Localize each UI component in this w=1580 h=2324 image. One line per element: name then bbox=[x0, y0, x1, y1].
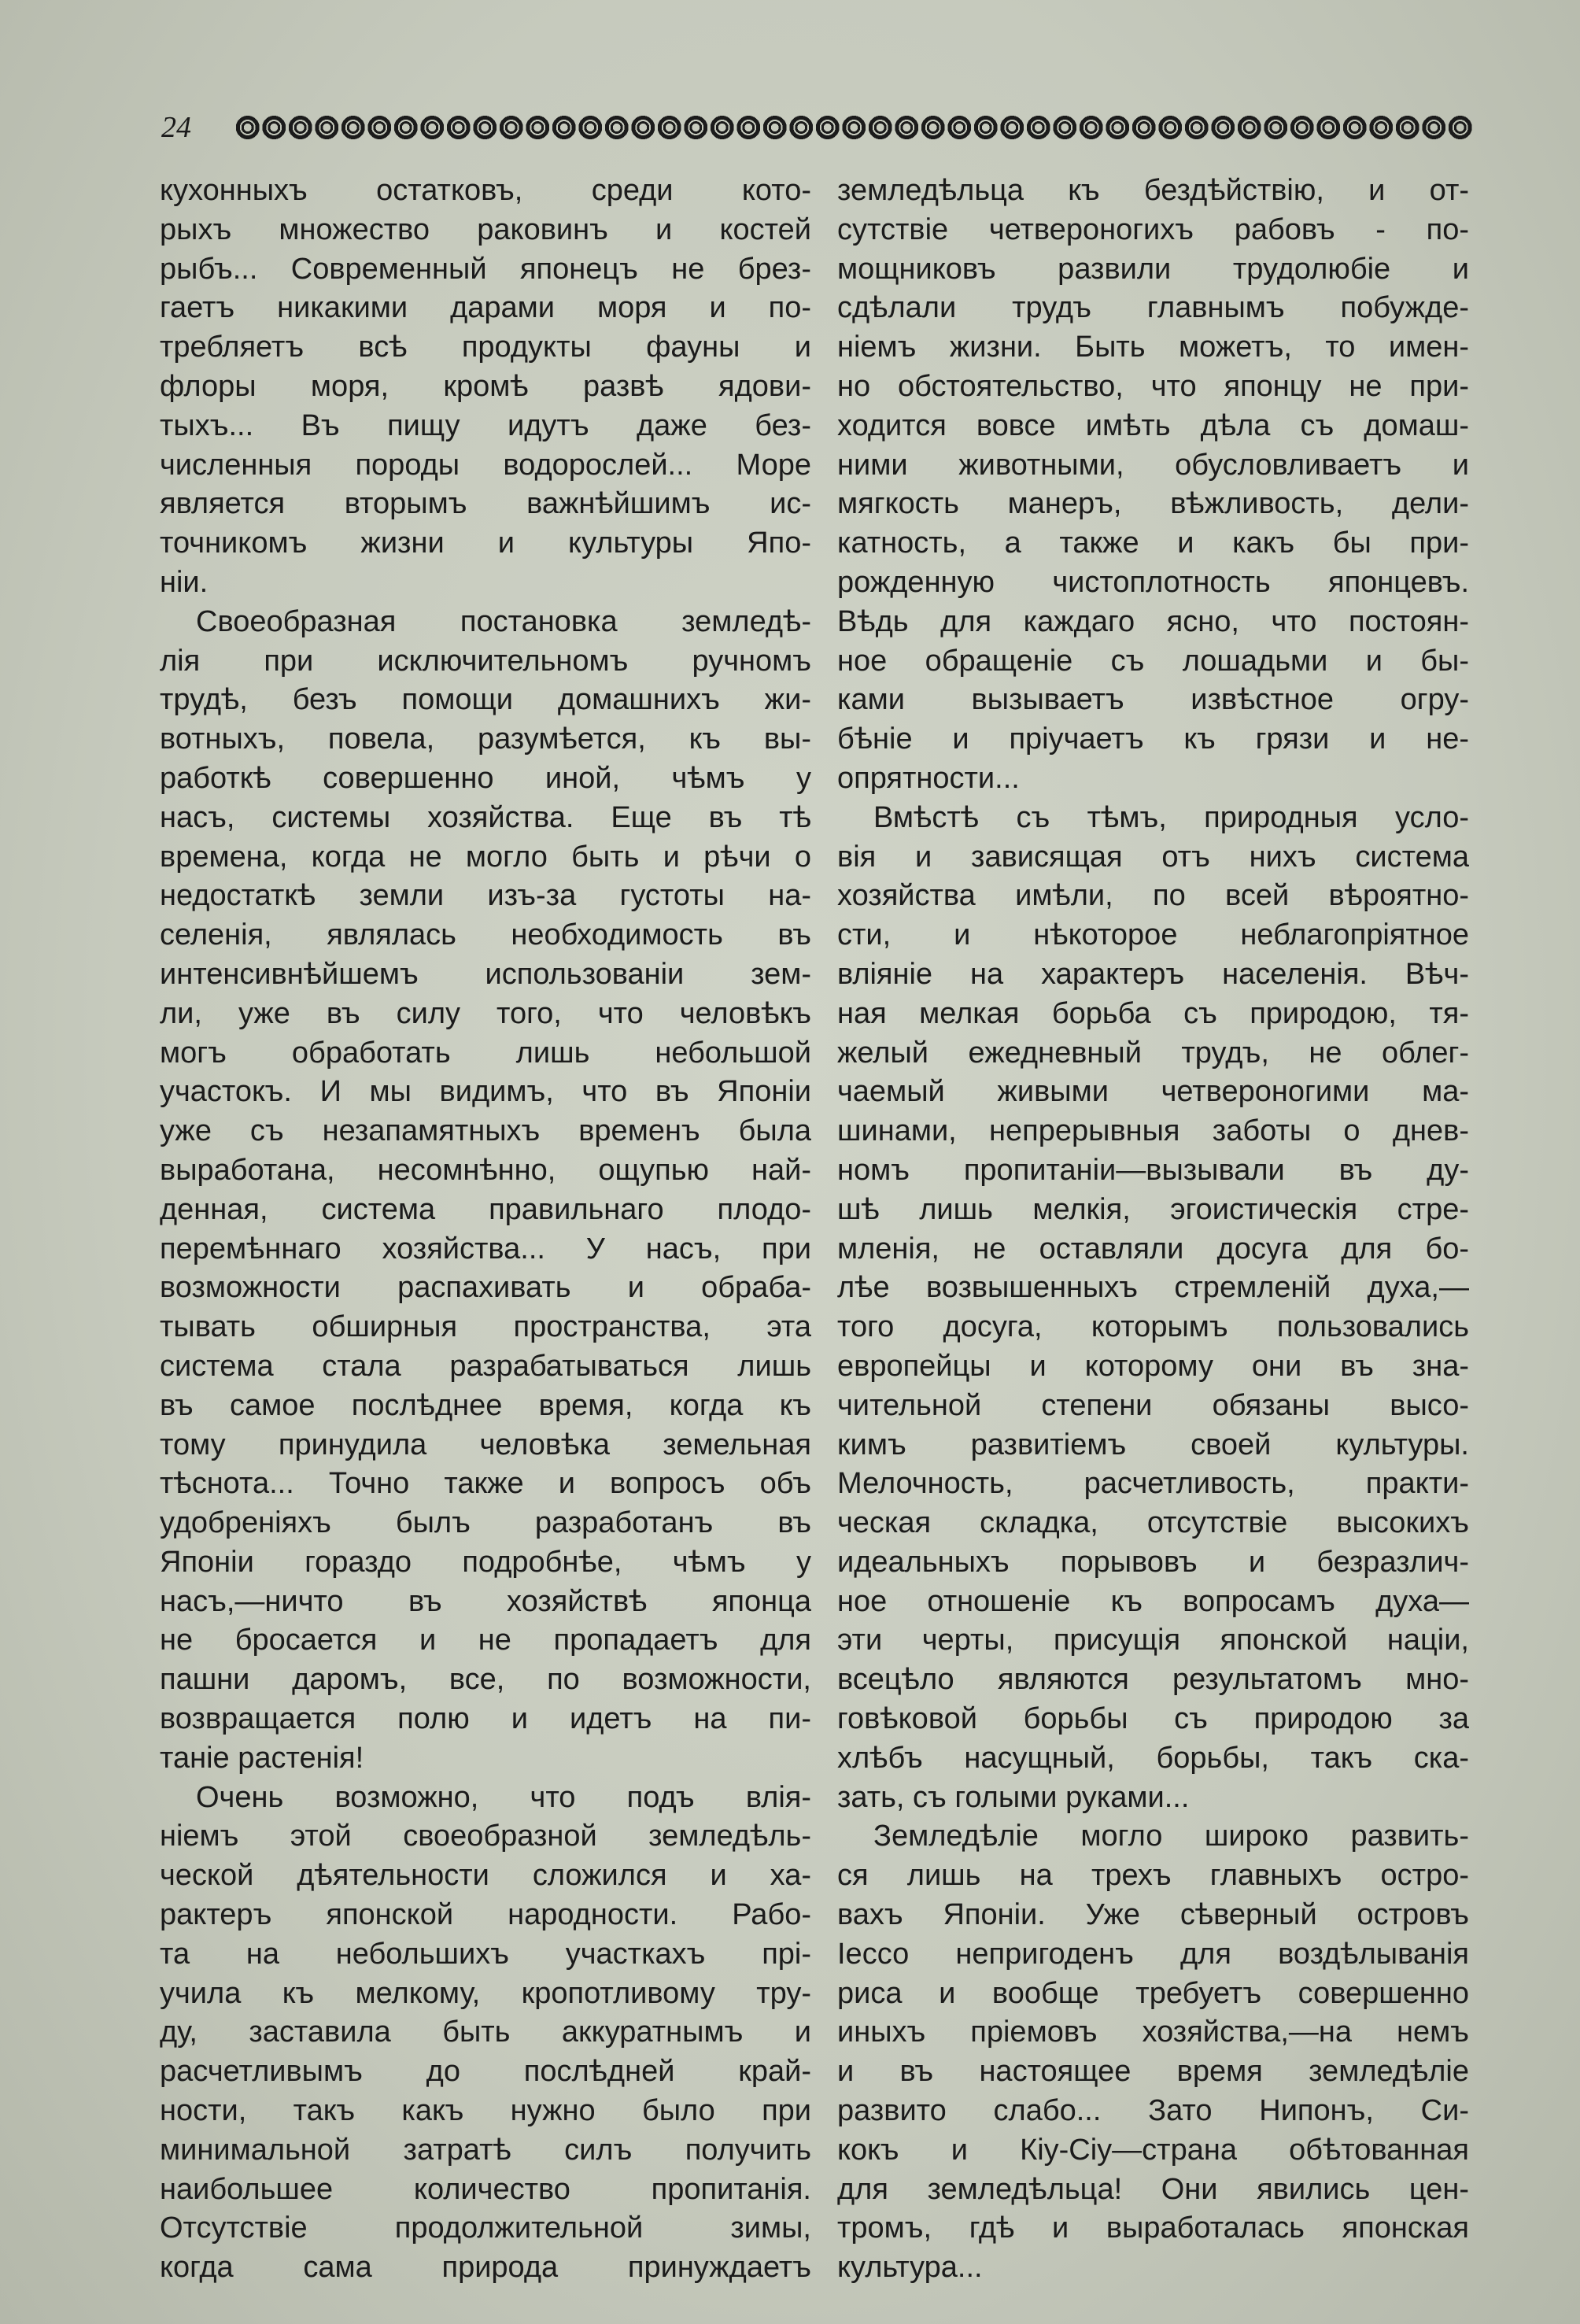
text-line: тромъ, гдѣ и выработалась японская bbox=[837, 2211, 1469, 2245]
text-line: хозяйства имѣли, по всей вѣроятно- bbox=[837, 879, 1469, 913]
text-line: желый ежедневный трудъ, не облег- bbox=[837, 1036, 1469, 1070]
text-line: опрятности... bbox=[837, 761, 1020, 795]
text-line: вотныхъ, повела, разумѣется, къ вы- bbox=[160, 722, 811, 756]
decorative-ornament-border bbox=[234, 114, 1474, 141]
text-line: участокъ. И мы видимъ, что въ Японіи bbox=[160, 1075, 811, 1109]
text-line: таніе растенія! bbox=[160, 1741, 364, 1775]
text-line: ное обращеніе съ лошадьми и бы- bbox=[837, 644, 1469, 678]
text-line: недостаткѣ земли изъ-за густоты на- bbox=[160, 879, 811, 913]
text-line: рыбъ... Современный японецъ не брез- bbox=[160, 252, 811, 286]
text-line: тѣснота... Точно также и вопросъ объ bbox=[160, 1467, 811, 1501]
text-line: шинами, непрерывныя заботы о днев- bbox=[837, 1114, 1469, 1148]
text-line: зать, съ голыми руками... bbox=[837, 1780, 1190, 1814]
text-line: времена, когда не могло быть и рѣчи о bbox=[160, 840, 811, 874]
text-line: мленія, не оставляли досуга для бо- bbox=[837, 1232, 1469, 1265]
text-line: но обстоятельство, что японцу не при- bbox=[837, 369, 1469, 403]
text-line: риса и вообще требуетъ совершенно bbox=[837, 1976, 1469, 2010]
text-line: ся лишь на трехъ главныхъ остро- bbox=[837, 1859, 1469, 1893]
text-line: ное отношеніе къ вопросамъ духа— bbox=[837, 1584, 1469, 1618]
text-line: Вмѣстѣ съ тѣмъ, природныя усло- bbox=[873, 800, 1469, 834]
text-column-right bbox=[837, 172, 1469, 2288]
text-line: кимъ развитіемъ своей культуры. bbox=[837, 1428, 1469, 1461]
text-line: Іессо непригоденъ для воздѣлыванія bbox=[837, 1937, 1469, 1971]
text-line: рыхъ множество раковинъ и костей bbox=[160, 212, 811, 246]
text-line: вія и зависящая отъ нихъ система bbox=[837, 840, 1469, 874]
text-line: интенсивнѣйшемъ использованіи зем- bbox=[160, 957, 811, 991]
text-line: система стала разрабатываться лишь bbox=[160, 1349, 811, 1383]
text-line: развито слабо... Зато Нипонъ, Си- bbox=[837, 2094, 1469, 2128]
text-line: и въ настоящее время земледѣліе bbox=[837, 2055, 1469, 2089]
text-line: денная, система правильнаго плодо- bbox=[160, 1192, 811, 1226]
text-line: говѣковой борьбы съ природою за bbox=[837, 1702, 1469, 1736]
text-line: требляетъ всѣ продукты фауны и bbox=[160, 331, 811, 364]
text-line: мягкость манеръ, вѣжливость, дели- bbox=[837, 487, 1469, 521]
text-line: бѣніе и пріучаетъ къ грязи и не- bbox=[837, 722, 1469, 756]
text-line: Японіи гораздо подробнѣе, чѣмъ у bbox=[160, 1545, 811, 1579]
text-line: номъ пропитаніи—вызывали въ ду- bbox=[837, 1153, 1469, 1187]
text-line: ніемъ этой своеобразной земледѣль- bbox=[160, 1820, 811, 1853]
text-line: возвращается полю и идетъ на пи- bbox=[160, 1702, 811, 1736]
text-line: шѣ лишь мелкія, эгоистическія стре- bbox=[837, 1192, 1469, 1226]
text-line: ли, уже въ силу того, что человѣкъ bbox=[160, 996, 811, 1030]
text-line: вліяніе на характеръ населенія. Вѣч- bbox=[837, 957, 1469, 991]
paragraph bbox=[160, 603, 811, 1779]
text-line: когда сама природа принуждаетъ bbox=[160, 2251, 811, 2285]
text-line: численныя породы водорослей... Море bbox=[160, 448, 811, 482]
paragraph bbox=[160, 1779, 811, 2288]
text-line: сутствіе четвероногихъ рабовъ - по- bbox=[837, 212, 1469, 246]
text-line: Очень возможно, что подъ влія- bbox=[196, 1780, 811, 1814]
text-line: та на небольшихъ участкахъ прі- bbox=[160, 1937, 811, 1971]
text-line: идеальныхъ порывовъ и безразлич- bbox=[837, 1545, 1469, 1579]
text-line: работкѣ совершенно иной, чѣмъ у bbox=[160, 761, 811, 795]
text-line: ческая складка, отсутствіе высокихъ bbox=[837, 1506, 1469, 1540]
text-line: вахъ Японіи. Уже сѣверный островъ bbox=[837, 1898, 1469, 1932]
text-line: минимальной затратѣ силъ получить bbox=[160, 2133, 811, 2167]
text-line: могъ обработать лишь небольшой bbox=[160, 1036, 811, 1070]
text-line: трудѣ, безъ помощи домашнихъ жи- bbox=[160, 683, 811, 717]
text-line: тому принудила человѣка земельная bbox=[160, 1428, 811, 1461]
text-line: возможности распахивать и обраба- bbox=[160, 1271, 811, 1305]
text-line: кухонныхъ остатковъ, среди кото- bbox=[160, 174, 811, 207]
text-line: ности, такъ какъ нужно было при bbox=[160, 2094, 811, 2128]
text-line: насъ,—ничто въ хозяйствѣ японца bbox=[160, 1584, 811, 1618]
text-line: Вѣдь для каждаго ясно, что постоян- bbox=[837, 604, 1469, 638]
paragraph bbox=[837, 172, 1469, 799]
text-line: не бросается и не пропадаетъ для bbox=[160, 1624, 811, 1657]
text-line: сдѣлали трудъ главнымъ побужде- bbox=[837, 291, 1469, 325]
text-line: тывать обширныя пространства, эта bbox=[160, 1310, 811, 1344]
text-line: эти черты, присущія японской націи, bbox=[837, 1624, 1469, 1657]
text-line: въ самое послѣднее время, когда къ bbox=[160, 1388, 811, 1422]
text-line: ками вызываетъ извѣстное огру- bbox=[837, 683, 1469, 717]
text-line: флоры моря, кромѣ развѣ ядови- bbox=[160, 369, 811, 403]
text-line: тыхъ... Въ пищу идутъ даже без- bbox=[160, 408, 811, 442]
paragraph bbox=[837, 1817, 1469, 2288]
text-line: европейцы и которому они въ зна- bbox=[837, 1349, 1469, 1383]
text-line: катность, а также и какъ бы при- bbox=[837, 527, 1469, 560]
text-line: чаемый живыми четвероногими ма- bbox=[837, 1075, 1469, 1109]
text-line: чительной степени обязаны высо- bbox=[837, 1388, 1469, 1422]
text-line: рожденную чистоплотность японцевъ. bbox=[837, 565, 1469, 599]
text-line: мощниковъ развили трудолюбіе и bbox=[837, 252, 1469, 286]
text-line: лія при исключительномъ ручномъ bbox=[160, 644, 811, 678]
text-line: ду, заставила быть аккуратнымъ и bbox=[160, 2015, 811, 2049]
paragraph bbox=[160, 172, 811, 603]
text-line: выработана, несомнѣнно, ощупью най- bbox=[160, 1153, 811, 1187]
text-line: гаетъ никакими дарами моря и по- bbox=[160, 291, 811, 325]
text-line: земледѣльца къ бездѣйствію, и от- bbox=[837, 174, 1469, 207]
text-column-left bbox=[160, 172, 811, 2288]
text-line: расчетливымъ до послѣдней край- bbox=[160, 2055, 811, 2089]
text-line: ними животными, обусловливаетъ и bbox=[837, 448, 1469, 482]
text-line: Отсутствіе продолжительной зимы, bbox=[160, 2211, 811, 2245]
text-line: ходится вовсе имѣть дѣла съ домаш- bbox=[837, 408, 1469, 442]
text-line: ніемъ жизни. Быть можетъ, то имен- bbox=[837, 331, 1469, 364]
text-line: является вторымъ важнѣйшимъ ис- bbox=[160, 487, 811, 521]
text-line: перемѣннаго хозяйства... У насъ, при bbox=[160, 1232, 811, 1265]
text-line: того досуга, которымъ пользовались bbox=[837, 1310, 1469, 1344]
text-line: Своеобразная постановка земледѣ- bbox=[196, 604, 811, 638]
text-line: учила къ мелкому, кропотливому тру- bbox=[160, 1976, 811, 2010]
text-line: насъ, системы хозяйства. Еще въ тѣ bbox=[160, 800, 811, 834]
text-line: лѣе возвышенныхъ стремленій духа,— bbox=[837, 1271, 1469, 1305]
text-line: удобреніяхъ былъ разработанъ въ bbox=[160, 1506, 811, 1540]
text-line: рактеръ японской народности. Рабо- bbox=[160, 1898, 811, 1932]
text-line: культура... bbox=[837, 2251, 983, 2285]
text-line: кокъ и Кіу-Сіу—страна обѣтованная bbox=[837, 2133, 1469, 2167]
text-line: ніи. bbox=[160, 565, 209, 599]
page-number: 24 bbox=[161, 111, 191, 144]
text-line: ная мелкая борьба съ природою, тя- bbox=[837, 996, 1469, 1030]
text-line: хлѣбъ насущный, борьбы, такъ ска- bbox=[837, 1741, 1469, 1775]
text-line: уже съ незапамятныхъ временъ была bbox=[160, 1114, 811, 1148]
text-line: наибольшее количество пропитанія. bbox=[160, 2172, 811, 2206]
text-line: всецѣло являются результатомъ мно- bbox=[837, 1663, 1469, 1697]
text-line: пашни даромъ, все, по возможности, bbox=[160, 1663, 811, 1697]
text-line: сти, и нѣкоторое неблагопріятное bbox=[837, 918, 1469, 952]
text-line: для земледѣльца! Они явились цен- bbox=[837, 2172, 1469, 2206]
text-line: иныхъ пріемовъ хозяйства,—на немъ bbox=[837, 2015, 1469, 2049]
text-line: Земледѣліе могло широко развить- bbox=[873, 1820, 1469, 1853]
text-line: ческой дѣятельности сложился и ха- bbox=[160, 1859, 811, 1893]
text-line: селенія, являлась необходимость въ bbox=[160, 918, 811, 952]
text-line: точникомъ жизни и культуры Япо- bbox=[160, 527, 811, 560]
paragraph bbox=[837, 799, 1469, 1818]
text-line: Мелочность, расчетливость, практи- bbox=[837, 1467, 1469, 1501]
